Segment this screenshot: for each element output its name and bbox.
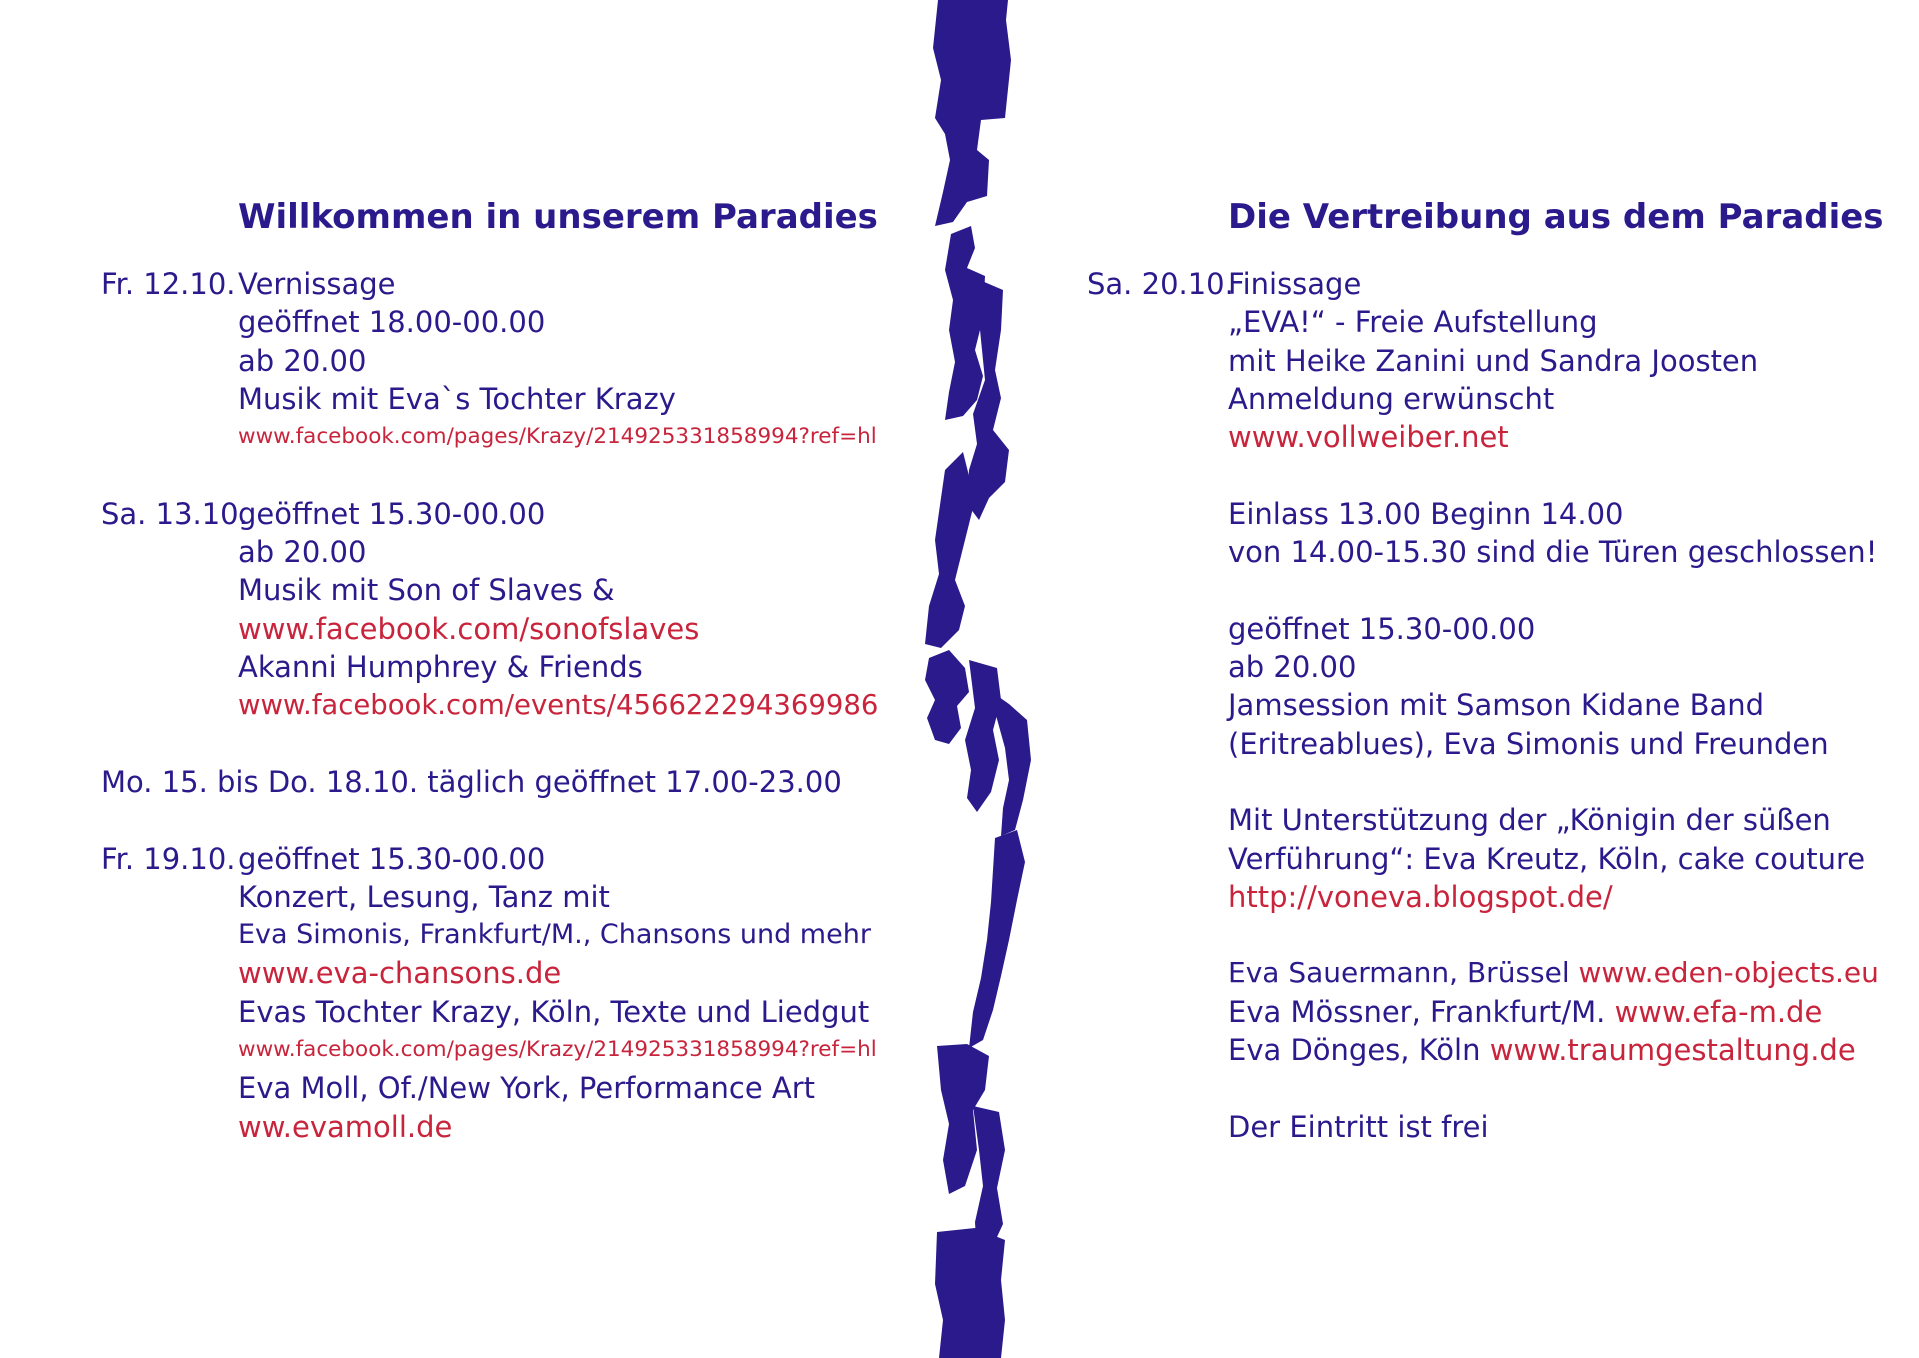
event-line: Musik mit Son of Slaves &: [238, 573, 615, 608]
event-link[interactable]: www.facebook.com/pages/Krazy/214925331858994?ref=hl: [238, 1037, 877, 1062]
artist-link[interactable]: www.eden-objects.eu: [1578, 956, 1879, 990]
event-line: (Eritreablues), Eva Simonis und Freunden: [1228, 726, 1829, 761]
left-heading: Willkommen in unserem Paradies: [238, 197, 878, 237]
event-line: Vernissage: [238, 267, 396, 301]
event-line: Mit Unterstützung der „Königin der süßen: [1228, 803, 1831, 838]
daily-hours-line: Mo. 15. bis Do. 18.10. täglich geöffnet 17.00-23.00: [101, 764, 842, 799]
artist-line: [1228, 1031, 1856, 1069]
right-heading: Die Vertreibung aus dem Paradies: [1228, 197, 1884, 237]
artist-name: Eva Sauermann, Brüssel: [1228, 956, 1579, 990]
event-line: Konzert, Lesung, Tanz mit: [238, 879, 610, 914]
event-line: Eva Moll, Of./New York, Performance Art: [238, 1071, 816, 1106]
center-ribbon-graphic: [905, 0, 1035, 1358]
artist-name: Eva Mössner, Frankfurt/M.: [1228, 994, 1615, 1029]
artist-line: [1228, 993, 1822, 1031]
event-date: Fr. 12.10.: [101, 267, 236, 301]
event-line: mit Heike Zanini und Sandra Joosten: [1228, 343, 1759, 378]
event-line: ab 20.00: [1228, 650, 1357, 684]
event-date: Sa. 13.10.: [101, 496, 248, 531]
event-line: Finissage: [1228, 267, 1362, 301]
event-line: Jamsession mit Samson Kidane Band: [1228, 688, 1765, 723]
artist-name: Eva Dönges, Köln: [1228, 1033, 1490, 1067]
event-link[interactable]: www.vollweiber.net: [1228, 420, 1509, 455]
event-link[interactable]: www.eva-chansons.de: [238, 956, 562, 991]
artist-link[interactable]: www.efa-m.de: [1614, 994, 1823, 1029]
event-line: Anmeldung erwünscht: [1228, 381, 1555, 416]
artist-line: [1228, 954, 1879, 992]
event-line: geöffnet 15.30-00.00: [1228, 611, 1536, 646]
event-line: Verführung“: Eva Kreutz, Köln, cake couture: [1228, 841, 1866, 876]
event-line: Einlass 13.00 Beginn 14.00: [1228, 496, 1624, 531]
event-line: Akanni Humphrey & Friends: [238, 650, 643, 684]
event-link[interactable]: www.facebook.com/events/456622294369986: [238, 689, 879, 722]
event-line: Evas Tochter Krazy, Köln, Texte und Liedgut: [238, 994, 870, 1029]
finissage-date: Sa. 20.10.: [1087, 267, 1234, 301]
event-line: geöffnet 15.30-00.00: [238, 841, 546, 876]
event-line: ab 20.00: [238, 343, 367, 378]
event-line: geöffnet 18.00-00.00: [238, 305, 546, 340]
event-line: Musik mit Eva`s Tochter Krazy: [238, 381, 676, 416]
event-line: Der Eintritt ist frei: [1228, 1109, 1489, 1144]
event-line: ab 20.00: [238, 535, 367, 570]
event-link[interactable]: http://voneva.blogspot.de/: [1228, 879, 1613, 914]
event-link[interactable]: www.facebook.com/pages/Krazy/214925331858994?ref=hl: [238, 424, 877, 450]
event-line: geöffnet 15.30-00.00: [238, 496, 546, 531]
event-line: von 14.00-15.30 sind die Türen geschlossen!: [1228, 535, 1878, 570]
event-date: Fr. 19.10.: [101, 841, 236, 876]
event-line: „EVA!“ - Freie Aufstellung: [1228, 305, 1598, 340]
artist-link[interactable]: www.traumgestaltung.de: [1489, 1033, 1856, 1067]
event-line: Eva Simonis, Frankfurt/M., Chansons und mehr: [238, 919, 871, 951]
event-link[interactable]: www.facebook.com/sonofslaves: [238, 611, 700, 646]
event-link[interactable]: ww.evamoll.de: [238, 1109, 453, 1144]
